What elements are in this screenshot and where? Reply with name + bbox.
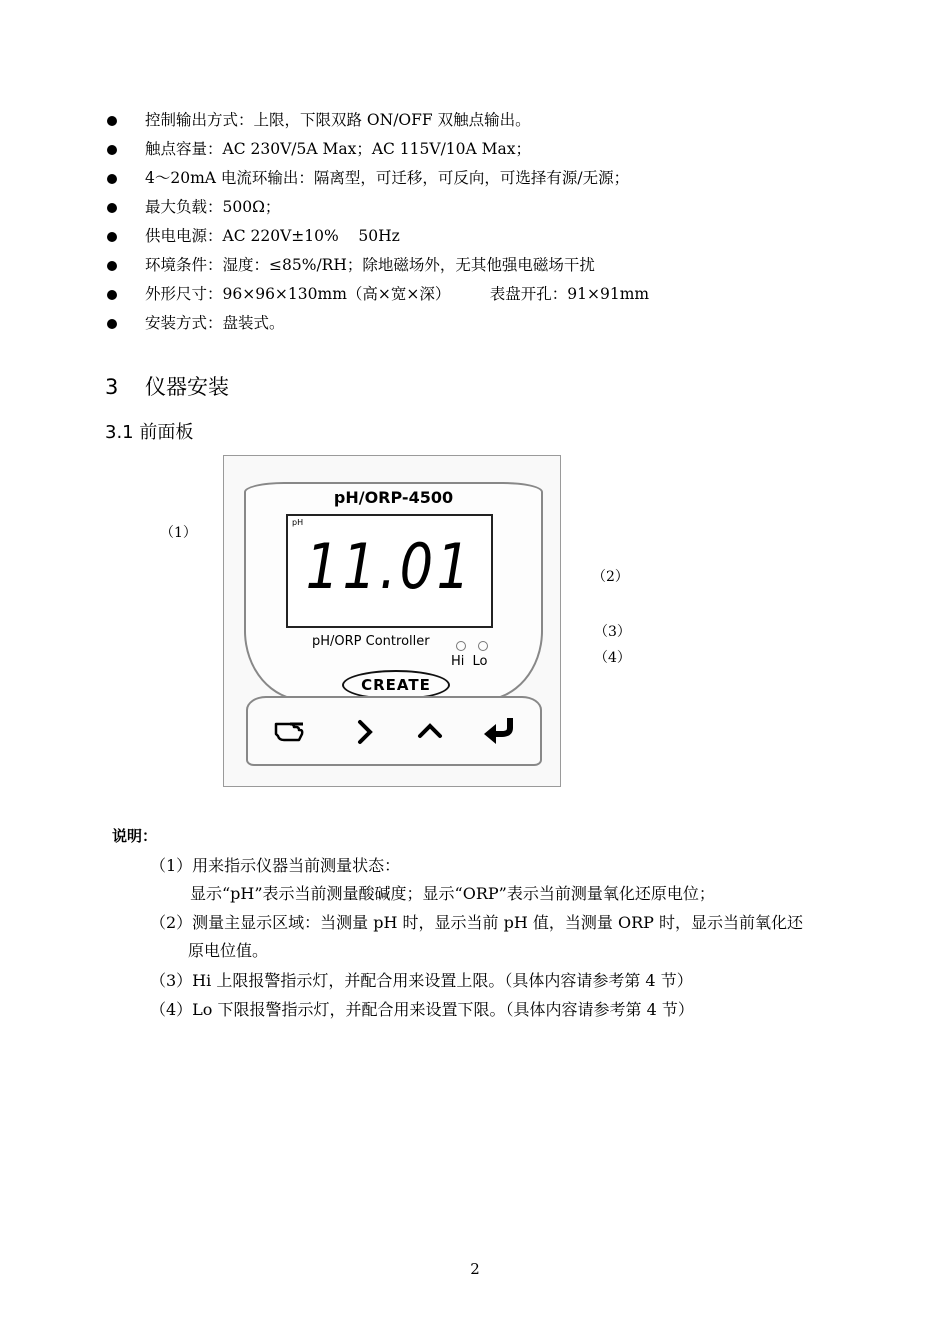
description-line: （4）Lo 下限报警指示灯，并配合用来设置下限。（具体内容请参考第 4 节）: [150, 1000, 694, 1019]
spec-text: 外形尺寸：96×96×130mm（高×宽×深） 表盘开孔：91×91mm: [145, 285, 650, 303]
lcd-display: [286, 514, 493, 628]
lo-label: Lo: [472, 654, 488, 669]
callout-4: （4）: [594, 650, 631, 666]
bullet-icon: [107, 116, 117, 126]
section-number: 3: [105, 375, 119, 399]
description-heading: 说明：: [112, 827, 158, 845]
keypad: [246, 696, 542, 766]
bullet-icon: [107, 261, 117, 271]
enter-icon[interactable]: [478, 710, 518, 750]
section-title: 仪器安装: [145, 375, 229, 399]
bullet-icon: [107, 203, 117, 213]
chevron-up-icon[interactable]: [410, 710, 450, 750]
led-labels: [451, 654, 488, 669]
spec-text: 最大负载：500Ω；: [145, 198, 281, 216]
lcd-reading: 11.01: [305, 530, 474, 603]
spec-item: [105, 193, 649, 222]
spec-item: [105, 222, 649, 251]
description-line: （1）用来指示仪器当前测量状态：: [150, 856, 401, 875]
page-number: 2: [470, 1260, 480, 1278]
spec-text: 安装方式：盘装式。: [145, 314, 285, 332]
description-line: 原电位值。: [188, 941, 269, 960]
bullet-icon: [107, 319, 117, 329]
section-heading: [105, 372, 229, 402]
callout-3: （3）: [594, 624, 631, 640]
bullet-icon: [107, 174, 117, 184]
hand-pointer-icon[interactable]: [270, 710, 310, 750]
bullet-icon: [107, 290, 117, 300]
spec-text: 触点容量：AC 230V/5A Max；AC 115V/10A Max；: [145, 140, 531, 158]
brand-logo: CREATE: [342, 670, 450, 700]
spec-item: [105, 309, 649, 338]
controller-label: pH/ORP Controller: [312, 634, 430, 649]
spec-item: [105, 135, 649, 164]
description-line: （3）Hi 上限报警指示灯，并配合用来设置上限。（具体内容请参考第 4 节）: [150, 971, 693, 990]
description-line: （2）测量主显示区域：当测量 pH 时，显示当前 pH 值，当测量 ORP 时，显示当前氧化还: [150, 913, 804, 932]
description-line: 显示“pH”表示当前测量酸碱度；显示“ORP”表示当前测量氧化还原电位；: [190, 884, 715, 903]
callout-2: （2）: [592, 569, 629, 585]
front-panel-figure: [223, 455, 561, 787]
bullet-icon: [107, 145, 117, 155]
hi-led-icon: [456, 641, 466, 651]
bullet-icon: [107, 232, 117, 242]
lo-led-icon: [478, 641, 488, 651]
spec-item: [105, 106, 649, 135]
spec-item: [105, 251, 649, 280]
spec-text: 环境条件：湿度：≤85%/RH；除地磁场外，无其他强电磁场干扰: [145, 256, 595, 274]
spec-item: [105, 164, 649, 193]
chevron-right-icon[interactable]: [344, 710, 384, 750]
callout-1: （1）: [160, 525, 197, 541]
spec-text: 4～20mA 电流环输出：隔离型，可迁移，可反向，可选择有源/无源；: [145, 169, 630, 187]
spec-text: 供电电源：AC 220V±10% 50Hz: [145, 227, 400, 245]
display-bezel: [244, 482, 543, 701]
lcd-unit-indicator: pH: [292, 518, 304, 527]
spec-item: [105, 280, 649, 309]
subsection-heading: 3.1 前面板: [105, 422, 194, 443]
spec-text: 控制输出方式：上限，下限双路 ON/OFF 双触点输出。: [145, 111, 531, 129]
spec-list: [105, 106, 649, 338]
model-label: pH/ORP-4500: [333, 488, 454, 507]
hi-label: Hi: [451, 654, 465, 669]
